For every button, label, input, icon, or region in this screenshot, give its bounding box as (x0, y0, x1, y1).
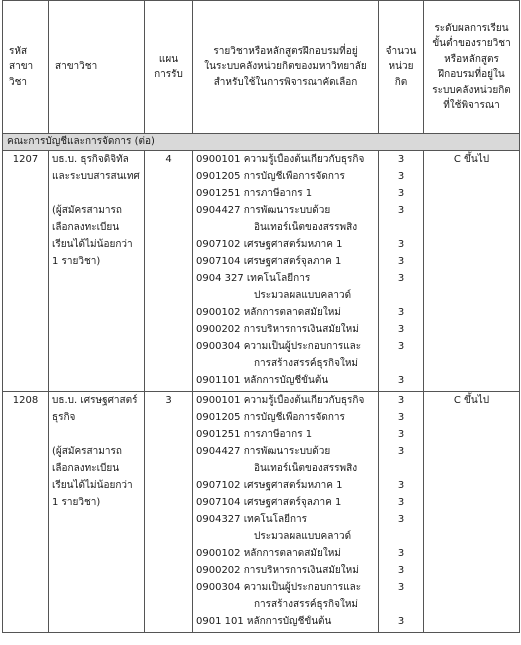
major-line: ธุรกิจ (52, 412, 76, 423)
course-line: การสร้างสรรค์ธุรกิจใหม่ (254, 358, 359, 369)
section-row (3, 134, 520, 151)
credit-value: 3 (397, 582, 405, 593)
credit-value: 3 (397, 395, 405, 406)
table-row (3, 392, 520, 633)
course-line: 0907102 เศรษฐศาสตร์มหภาค 1 (196, 239, 343, 250)
major-line: เรียนได้ไม่น้อยกว่า (52, 239, 133, 250)
row-plan: 3 (145, 392, 193, 633)
credit-value: 3 (397, 256, 405, 267)
row-grade: C ขึ้นไป (424, 151, 520, 392)
course-line: 0907102 เศรษฐศาสตร์มหภาค 1 (196, 480, 343, 491)
credit-value: 3 (397, 429, 405, 440)
course-line: ประมวลผลแบบคลาวด์ (254, 531, 352, 542)
major-line: (ผู้สมัครสามารถ (52, 446, 122, 457)
header-course: รายวิชาหรือหลักสูตรฝึกอบรมที่อยู่ ในระบบคลังหน่วยกิตของมหาวิทยาลัย สำหรับใช้ในการพิจารณาคัดเลือก (193, 1, 379, 134)
course-line: 0901 101 หลักการบัญชีขั้นต้น (196, 616, 332, 627)
credit-value: 3 (397, 307, 405, 318)
course-line: 0904427 การพัฒนาระบบด้วย (196, 205, 331, 216)
major-line: เรียนได้ไม่น้อยกว่า (52, 480, 133, 491)
credit-value: 3 (397, 188, 405, 199)
row-credits (379, 151, 424, 392)
course-line: 0901101 หลักการบัญชีขั้นต้น (196, 375, 329, 386)
credit-value (382, 357, 420, 374)
major-line: เลือกลงทะเบียน (52, 463, 120, 474)
credit-value: 3 (397, 446, 405, 457)
course-line: 0900304 ความเป็นผู้ประกอบการและ (196, 341, 362, 352)
major-line (52, 428, 141, 445)
major-line: (ผู้สมัครสามารถ (52, 205, 122, 216)
header-code: รหัส สาขา วิชา (3, 1, 49, 134)
credit-value: 3 (397, 171, 405, 182)
header-major: สาขาวิชา (49, 1, 145, 134)
credit-value: 3 (397, 205, 405, 216)
course-line: 0901251 การภาษีอากร 1 (196, 429, 313, 440)
major-line (52, 187, 141, 204)
credit-value: 3 (397, 565, 405, 576)
course-line: 0904427 การพัฒนาระบบด้วย (196, 446, 331, 457)
credit-value (382, 530, 420, 547)
header-credits: จำนวน หน่วย กิต (379, 1, 424, 134)
credit-value: 3 (397, 273, 405, 284)
row-major (49, 151, 145, 392)
course-line: 0907104 เศรษฐศาสตร์จุลภาค 1 (196, 497, 342, 508)
row-code: 1208 (3, 392, 49, 633)
credit-value: 3 (397, 616, 405, 627)
course-line: 0900202 การบริหารการเงินสมัยใหม่ (196, 324, 359, 335)
header-row (3, 1, 520, 134)
course-line: 0900101 ความรู้เบื้องต้นเกี่ยวกับธุรกิจ (196, 395, 365, 406)
course-line: อินเทอร์เน็ตของสรรพสิ่ง (254, 222, 358, 233)
row-credits (379, 392, 424, 633)
row-major (49, 392, 145, 633)
row-grade: C ขึ้นไป (424, 392, 520, 633)
credit-value: 3 (397, 154, 405, 165)
course-line: 0901205 การบัญชีเพื่อการจัดการ (196, 171, 345, 182)
major-line: บธ.บ. เศรษฐศาสตร์ (52, 395, 138, 406)
header-grade: ระดับผลการเรียน ขั้นต่ำของรายวิชา หรือหลักสูตร ฝึกอบรมที่อยู่ใน ระบบคลังหน่วยกิต ที่ใช้พิจารณา (424, 1, 520, 134)
row-courses (193, 151, 379, 392)
course-line: 0900101 ความรู้เบื้องต้นเกี่ยวกับธุรกิจ (196, 154, 365, 165)
course-line: 0900202 การบริหารการเงินสมัยใหม่ (196, 565, 359, 576)
credit-value: 3 (397, 324, 405, 335)
credit-value (382, 221, 420, 238)
course-line: อินเทอร์เน็ตของสรรพสิ่ง (254, 463, 358, 474)
credit-value: 3 (397, 548, 405, 559)
credit-value: 3 (397, 341, 405, 352)
major-line: 1 รายวิชา) (52, 497, 101, 508)
credit-value (382, 462, 420, 479)
course-line: การสร้างสรรค์ธุรกิจใหม่ (254, 599, 359, 610)
course-line: 0901205 การบัญชีเพื่อการจัดการ (196, 412, 345, 423)
credit-value: 3 (397, 239, 405, 250)
major-line: บธ.บ. ธุรกิจดิจิทัล (52, 154, 129, 165)
course-line: 0900102 หลักการตลาดสมัยใหม่ (196, 307, 341, 318)
header-plan: แผน การรับ (145, 1, 193, 134)
course-line: 0900304 ความเป็นผู้ประกอบการและ (196, 582, 362, 593)
credit-value: 3 (397, 514, 405, 525)
section-title: คณะการบัญชีและการจัดการ (ต่อ) (3, 134, 520, 151)
row-code: 1207 (3, 151, 49, 392)
course-line: 0900102 หลักการตลาดสมัยใหม่ (196, 548, 341, 559)
row-plan: 4 (145, 151, 193, 392)
major-line: และระบบสารสนเทศ (52, 171, 140, 182)
course-line: 0904 327 เทคโนโลยีการ (196, 273, 311, 284)
credit-value: 3 (397, 480, 405, 491)
major-line: เลือกลงทะเบียน (52, 222, 120, 233)
table-row (3, 151, 520, 392)
course-line: 0901251 การภาษีอากร 1 (196, 188, 313, 199)
course-line: 0904327 เทคโนโลยีการ (196, 514, 308, 525)
credit-value: 3 (397, 497, 405, 508)
course-line: ประมวลผลแบบคลาวด์ (254, 290, 352, 301)
major-line: 1 รายวิชา) (52, 256, 101, 267)
course-line: 0907104 เศรษฐศาสตร์จุลภาค 1 (196, 256, 342, 267)
credit-value (382, 598, 420, 615)
row-courses (193, 392, 379, 633)
credit-value: 3 (397, 412, 405, 423)
credit-value (382, 289, 420, 306)
admission-table (2, 0, 520, 633)
credit-value: 3 (397, 375, 405, 386)
